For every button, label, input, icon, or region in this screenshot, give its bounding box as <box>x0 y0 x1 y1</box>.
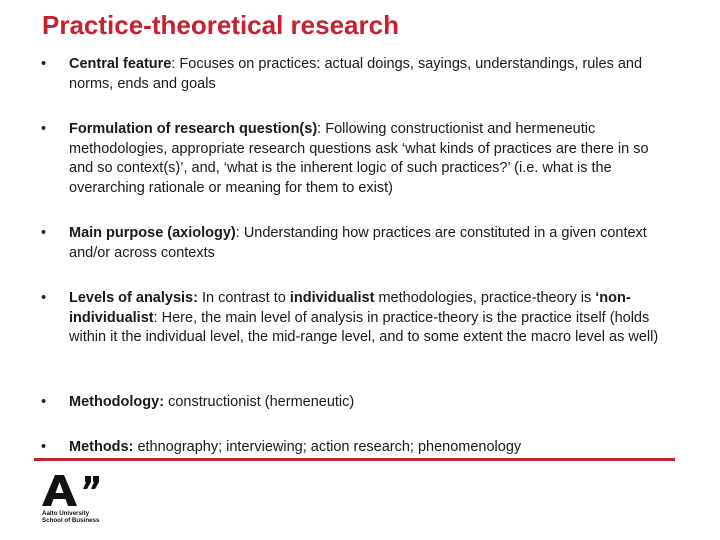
bullet-heading: Formulation of research question(s) <box>69 121 318 137</box>
logo-letter-a <box>42 475 77 506</box>
logo-quote-right <box>91 476 99 489</box>
bullet-marker: • <box>41 225 47 241</box>
bullet-body: ethnography; interviewing; action research; phenomenology <box>133 439 522 455</box>
slide-title: Practice-theoretical research <box>42 10 399 40</box>
bullet-marker: • <box>41 394 47 410</box>
bullet-emphasis-non-individualist: ‘non-individualist <box>69 290 631 326</box>
bullet-heading: Main purpose (axiology) <box>69 225 236 241</box>
bullet-text-main-purpose <box>69 224 673 263</box>
bullet-heading: Methodology: <box>69 394 165 410</box>
bullet-body: methodologies, practice-theory is <box>374 290 596 306</box>
bullet-marker: • <box>41 121 47 137</box>
bullet-marker: • <box>41 439 47 455</box>
bullet-text-central-feature <box>69 55 673 94</box>
bullet-body: : Understanding how practices are constituted in a given context and/or across contexts <box>69 225 647 261</box>
bullet-marker: • <box>41 290 47 306</box>
bullet-emphasis-individualist: individualist <box>289 290 375 306</box>
bullet-body: : Here, the main level of analysis in practice-theory is the practice itself (holds within it the individual level, the mid-range level, and to some extent the macro level as well) <box>69 309 659 345</box>
bullet-body: constructionist (hermeneutic) <box>164 394 355 410</box>
bullet-text-methodology <box>69 393 673 413</box>
bullet-marker: • <box>41 56 47 72</box>
bullet-text-methods <box>69 438 673 458</box>
bullet-heading: Central feature <box>69 56 172 72</box>
footer-divider <box>34 458 675 461</box>
logo-quote-left <box>83 476 91 489</box>
bullet-heading: Levels of analysis: <box>69 290 198 306</box>
bullet-body: In contrast to <box>197 290 290 306</box>
bullet-body: : Following constructionist and hermeneutic methodologies, appropriate research questions ask ‘what kinds of practices are there in so and so context(s)’, and, ‘what is the inherent logic of such practices?’ (i.e. what is the overarching rationale or meaning for them to exist) <box>69 121 649 196</box>
bullet-text-levels-of-analysis <box>69 289 673 348</box>
bullet-body: : Focuses on practices: actual doings, sayings, understandings, rules and norms, ends and goals <box>69 56 643 92</box>
logo-school-name: School of Business <box>42 517 100 524</box>
bullet-text-research-question <box>69 120 673 198</box>
bullet-heading: Methods: <box>69 439 134 455</box>
logo-university-name: Aalto University <box>42 510 90 517</box>
